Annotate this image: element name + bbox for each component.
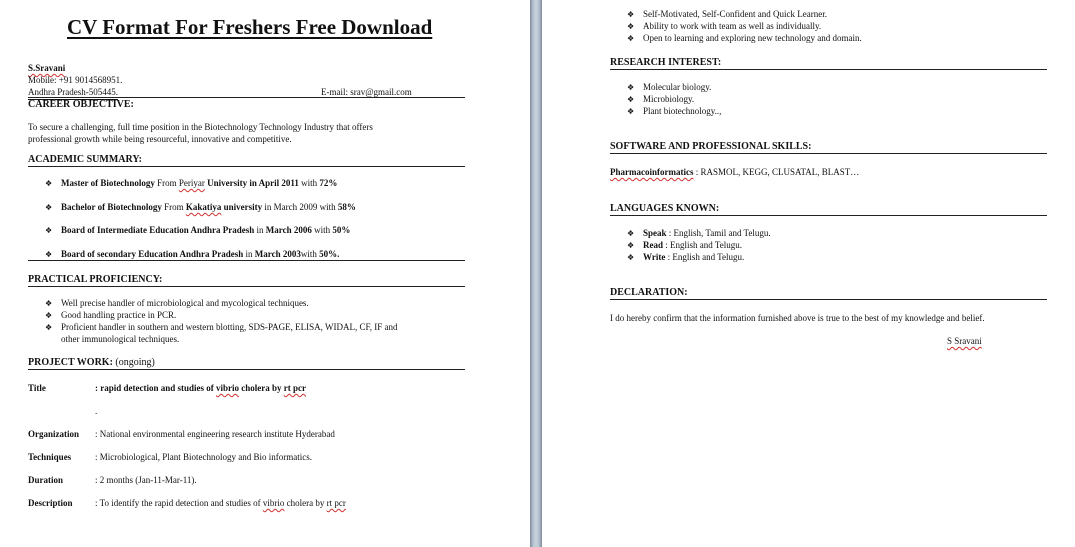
software-rule [610,153,1047,154]
bullet-icon: ❖ [45,226,53,235]
bullet-icon: ❖ [627,10,635,19]
bullet-icon: ❖ [627,83,635,92]
project-label-title: Title [28,383,46,393]
academic-item: ❖ Board of Intermediate Education Andhra Pradesh in March 2006 with 50% [45,225,351,235]
bullet-icon: ❖ [627,95,635,104]
practical-item: ❖ Well precise handler of microbiological and mycological techniques. [45,298,309,308]
page-title: CV Format For Freshers Free Download [67,15,433,39]
practical-proficiency-heading: PRACTICAL PROFICIENCY: [28,274,163,285]
project-label-description: Description [28,498,73,508]
research-item: ❖ Plant biotechnology.., [627,106,722,116]
project-value-techniques: : Microbiological, Plant Biotechnology and Bio informatics. [95,452,312,462]
practical-rule [28,286,465,287]
bullet-icon: ❖ [45,323,53,332]
research-item: ❖ Microbiology. [627,94,695,104]
research-rule [610,69,1047,70]
academic-end-rule [28,260,465,261]
bullet-icon: ❖ [627,241,635,250]
bullet-icon: ❖ [627,107,635,116]
academic-rule [28,166,465,167]
page-gutter [530,0,542,547]
academic-item: ❖ Board of secondary Education Andhra Pradesh in March 2003with 50%. [45,249,340,259]
languages-rule [610,215,1047,216]
declaration-text: I do hereby confirm that the information furnished above is true to the best of my knowledge and belief. [610,313,985,323]
project-label-duration: Duration [28,475,64,485]
strength-item: ❖ Ability to work with team as well as individually. [627,21,822,31]
contact-address: Andhra Pradesh-505445. [28,87,118,97]
language-item: ❖ Speak : English, Tamil and Telugu. [627,228,771,238]
bullet-icon: ❖ [627,229,635,238]
academic-item: ❖ Bachelor of Biotechnology From Kakatiya university in March 2009 with 58% [45,202,356,212]
bullet-icon: ❖ [45,179,53,188]
project-value-organization: : National environmental engineering research institute Hyderabad [95,429,335,439]
resume-page-1 [0,0,530,547]
contact-email: E-mail: srav@gmail.com [321,87,412,97]
bullet-icon: ❖ [45,203,53,212]
academic-summary-heading: ACADEMIC SUMMARY: [28,154,142,165]
academic-item: ❖ Master of Biotechnology From Periyar University in April 2011 with 72% [45,178,338,188]
project-value-title: : rapid detection and studies of vibrio cholera by rt pcr [95,383,307,393]
contact-name: S.Sravani [28,63,66,73]
project-dot: . [95,406,98,416]
resume-page-2 [542,0,1075,547]
bullet-icon: ❖ [45,311,53,320]
practical-item-continuation: other immunological techniques. [61,334,180,344]
software-skills-row: Pharmacoinformatics : RASMOL, KEGG, CLUSATAL, BLAST… [610,167,860,177]
career-objective-line-2: professional growth while being resourceful, innovative and competitive. [28,134,292,144]
practical-item: ❖ Proficient handler in southern and western blotting, SDS-PAGE, ELISA, WIDAL, CF, IF and [45,322,398,332]
declaration-heading: DECLARATION: [610,287,688,298]
project-work-heading: PROJECT WORK: (ongoing) [28,357,465,370]
project-value-description: : To identify the rapid detection and studies of vibrio cholera by rt pcr [95,498,346,508]
language-item: ❖ Read : English and Telugu. [627,240,742,250]
research-interest-heading: RESEARCH INTEREST: [610,57,722,68]
career-objective-line-1: To secure a challenging, full time position in the Biotechnology Technology Industry that offers [28,122,373,132]
bullet-icon: ❖ [627,34,635,43]
bullet-icon: ❖ [45,299,53,308]
contact-rule [28,97,465,98]
project-label-organization: Organization [28,429,79,439]
bullet-icon: ❖ [45,250,53,259]
languages-heading: LANGUAGES KNOWN: [610,203,720,214]
strength-item: ❖ Self-Motivated, Self-Confident and Quick Learner. [627,9,827,19]
project-label-techniques: Techniques [28,452,72,462]
bullet-icon: ❖ [627,22,635,31]
declaration-rule [610,299,1047,300]
project-value-duration: : 2 months (Jan-11-Mar-11). [95,475,197,485]
research-item: ❖ Molecular biology. [627,82,712,92]
career-objective-heading: CAREER OBJECTIVE: [28,99,134,110]
practical-item: ❖ Good handling practice in PCR. [45,310,177,320]
signature-name: S Sravani [947,336,982,346]
language-item: ❖ Write : English and Telugu. [627,252,745,262]
bullet-icon: ❖ [627,253,635,262]
contact-mobile: Mobile: +91 9014568951. [28,75,123,85]
strength-item: ❖ Open to learning and exploring new technology and domain. [627,33,862,43]
software-skills-heading: SOFTWARE AND PROFESSIONAL SKILLS: [610,141,812,152]
